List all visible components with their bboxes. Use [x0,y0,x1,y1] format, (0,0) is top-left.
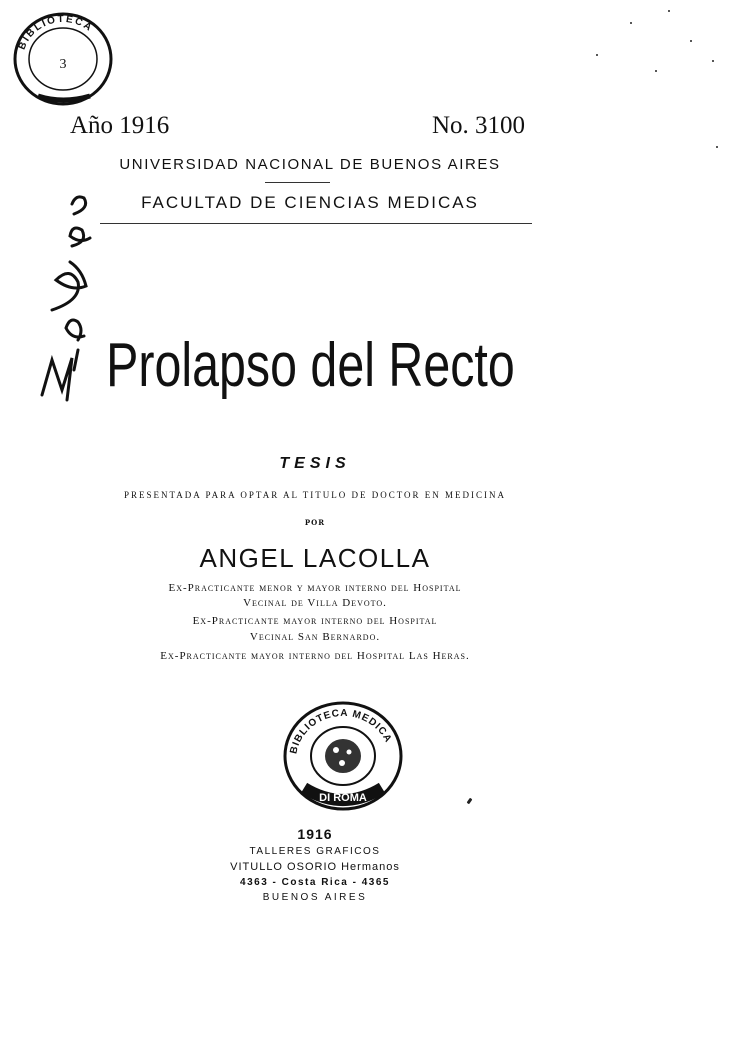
credential-line: Vecinal San Bernardo. [249,631,381,643]
document-title: Prolapso del Recto [106,331,515,400]
seal-arc-text: BIBLIOTECA MEDICA [288,707,394,755]
svg-text:BIBLIOTECA [17,14,95,51]
year-label: Año 1916 [70,112,170,139]
library-seal [282,700,404,812]
stamp-arc-text: BIBLIOTECA [16,13,96,52]
publisher-address: 4363 - Costa Rica - 4365 [240,877,390,888]
ink-speck [596,54,598,56]
faculty-name: FACULTAD DE CIENCIAS MEDICAS [141,193,479,212]
ink-speck [467,798,473,805]
thesis-purpose: PRESENTADA PARA OPTAR AL TITULO DE DOCTOR EN MEDICINA [123,490,507,500]
stamp-number: 3 [59,57,67,72]
ink-speck [630,22,632,24]
ink-speck [668,10,670,12]
ink-speck [655,70,657,72]
library-stamp-top [8,8,118,110]
publisher-city: BUENOS AIRES [262,892,368,903]
ink-speck [716,146,718,148]
credential-line: Ex-Practicante mayor interno del Hospital Las Heras. [160,650,470,662]
thesis-number: No. 3100 [432,112,526,139]
publication-year: 1916 [297,826,333,842]
credential-line: Ex-Practicante mayor interno del Hospital [192,615,438,627]
author-name: ANGEL LACOLLA [199,543,431,573]
divider-rule [265,182,330,183]
publisher-line: TALLERES GRAFICOS [249,846,381,857]
thesis-label: TESIS [279,455,351,472]
divider-rule [100,223,532,224]
ink-speck [712,60,714,62]
credential-line: Ex-Practicante menor y mayor interno del Hospital [168,582,462,594]
ink-speck [690,40,692,42]
publisher-line: VITULLO OSORIO Hermanos [230,861,400,873]
university-name: UNIVERSIDAD NACIONAL DE BUENOS AIRES [119,156,501,173]
seal-bottom-text: DI ROMA [319,792,367,804]
by-label: POR [304,518,326,527]
credential-line: Vecinal de Villa Devoto. [243,597,387,609]
